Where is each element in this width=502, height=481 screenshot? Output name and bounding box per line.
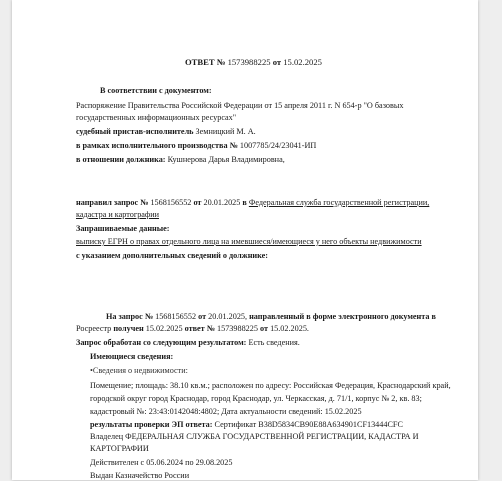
owner-line-1: Владелец ФЕДЕРАЛЬНАЯ СЛУЖБА ГОСУДАРСТВЕННОЙ РЕГИСТРАЦИИ, КАДАСТРА И	[90, 432, 419, 441]
processed-result-line: Запрос обработан со следующим результатом: Есть сведения.	[76, 338, 300, 347]
bailiff-line: судебный пристав-исполнитель Земницкий М. А.	[76, 127, 256, 136]
signature-check-line: результаты проверки ЭП ответа: Сертификат В38D5834CB90E88A634901CF13444CFC	[90, 420, 403, 429]
agency-name: Федеральная служба государственной регистрации,	[248, 198, 430, 207]
issued-by-line: Выдан Казначейство России	[90, 471, 190, 480]
basis-document-line-1: Распоряжение Правительства Российской Федерации от 15 апреля 2011 г. N 654-р "О базовых	[76, 101, 404, 110]
owner-line-2: КАРТОГРАФИИ	[90, 444, 149, 453]
response-line-1: На запрос № 1568156552 от 20.01.2025, направленный в форме электронного документа в	[106, 312, 436, 321]
debtor-line: в отношении должника: Кушнерова Дарья Владимировна,	[76, 155, 285, 164]
requested-data-value: выписку ЕГРН о правах отдельного лица на имевшиеся/имеющиеся у него объекты недвижимости	[76, 237, 422, 246]
request-sent-line: направил запрос № 1568156552 от 20.01.2025 в Федеральная служба государственной регистрации,	[76, 198, 430, 207]
validity-line: Действителен с 05.06.2024 по 29.08.2025	[90, 458, 233, 467]
realty-heading: •Сведения о недвижимости:	[90, 366, 188, 375]
response-line-2: Росреестр получен 15.02.2025 ответ № 1573988225 от 15.02.2025.	[76, 324, 309, 333]
realty-line-3: кадастровый №: 23:43:0142048:4802; Дата актуальности сведений: 15.02.2025	[90, 407, 362, 416]
page-title: ОТВЕТ № 1573988225 от 15.02.2025	[185, 57, 322, 67]
additional-info-label: с указанием дополнительных сведений о должнике:	[76, 251, 268, 260]
document-page	[12, 0, 478, 480]
realty-line-2: городской округ город Краснодар, город Краснодар, ул. Черкасская, д. 71/1, корпус № 2, кв. 83;	[90, 394, 422, 403]
basis-document-line-2: государственных информационных ресурсах"	[76, 113, 237, 122]
agency-name-line-2: кадастра и картографии	[76, 210, 159, 219]
requested-data-label: Запрашиваемые данные:	[76, 224, 170, 233]
available-info-label: Имеющиеся сведения:	[90, 352, 174, 361]
basis-heading: В соответствии с документом:	[100, 86, 212, 95]
proceeding-line: в рамках исполнительного производства № 1007785/24/23041-ИП	[76, 141, 317, 150]
realty-line-1: Помещение; площадь: 38.10 кв.м.; расположен по адресу: Российская Федерация, Краснодарский край,	[90, 381, 451, 390]
